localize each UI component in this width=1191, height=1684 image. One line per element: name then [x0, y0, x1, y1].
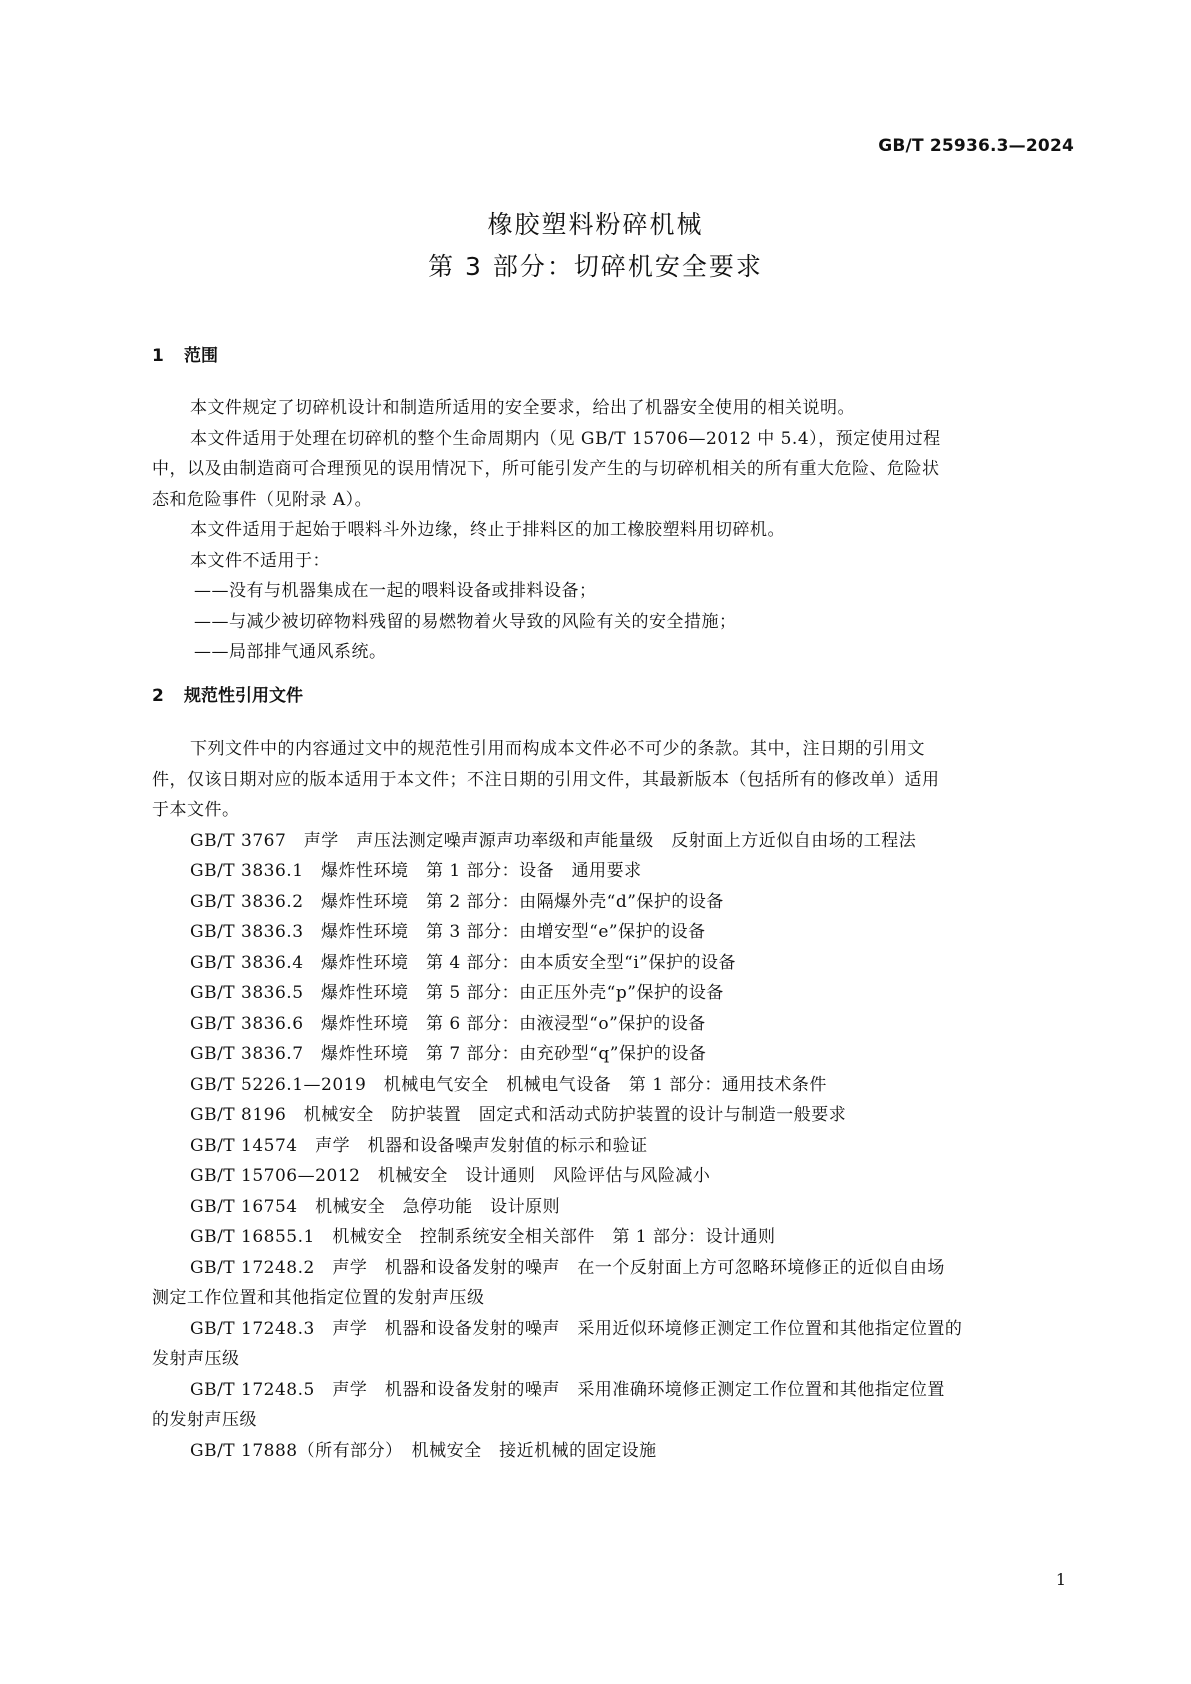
section-2-number: 2: [152, 686, 164, 706]
reference-item: GB/T 14574 声学 机器和设备噪声发射值的标示和验证: [190, 1135, 648, 1156]
page-number: 1: [1055, 1570, 1066, 1589]
reference-item: GB/T 17888（所有部分） 机械安全 接近机械的固定设施: [190, 1440, 657, 1461]
reference-item: GB/T 3836.7 爆炸性环境 第 7 部分：由充砂型“q”保护的设备: [190, 1044, 707, 1064]
text-line: 于本文件。: [152, 800, 240, 820]
text-line: 本文件规定了切碎机设计和制造所适用的安全要求，给出了机器安全使用的相关说明。: [190, 398, 855, 418]
section-1-body: [152, 393, 1070, 668]
reference-item: GB/T 3836.5 爆炸性环境 第 5 部分：由正压外壳“p”保护的设备: [190, 983, 724, 1003]
list-item: ——没有与机器集成在一起的喂料设备或排料设备；: [194, 581, 597, 601]
text-line: 态和危险事件（见附录 A）。: [152, 489, 373, 510]
reference-item: GB/T 16855.1 机械安全 控制系统安全相关部件 第 1 部分：设计通则: [190, 1227, 776, 1247]
text-line: 下列文件中的内容通过文中的规范性引用而构成本文件必不可少的条款。其中，注日期的引用文: [190, 739, 925, 759]
list-item: ——与减少被切碎物料残留的易燃物着火导致的风险有关的安全措施；: [194, 611, 737, 632]
reference-item-continued: 发射声压级: [152, 1349, 240, 1369]
text-line: 件，仅该日期对应的版本适用于本文件；不注日期的引用文件，其最新版本（包括所有的修改单）适用: [152, 769, 940, 790]
reference-item-continued: 测定工作位置和其他指定位置的发射声压级: [152, 1288, 485, 1308]
section-2-body: [152, 734, 1070, 1466]
title-sub: 第 3 部分：切碎机安全要求: [428, 252, 763, 281]
reference-item: GB/T 3767 声学 声压法测定噪声源声功率级和声能量级 反射面上方近似自由场的工程法: [190, 830, 917, 851]
list-item: ——局部排气通风系统。: [194, 642, 387, 662]
reference-item: GB/T 15706—2012 机械安全 设计通则 风险评估与风险减小: [190, 1166, 711, 1186]
reference-item-continued: 的发射声压级: [152, 1410, 257, 1430]
section-1-number: 1: [152, 346, 164, 366]
text-line: 本文件不适用于：: [190, 550, 330, 571]
reference-item: GB/T 17248.5 声学 机器和设备发射的噪声 采用准确环境修正测定工作位置和其他指定位置: [190, 1379, 945, 1400]
document-number: GB/T 25936.3—2024: [878, 136, 1074, 156]
section-1-heading: [152, 341, 218, 366]
text-line: 本文件适用于处理在切碎机的整个生命周期内（见 GB/T 15706—2012 中 5.4），预定使用过程: [190, 428, 941, 449]
document-title: [0, 205, 1191, 287]
reference-item: GB/T 17248.2 声学 机器和设备发射的噪声 在一个反射面上方可忽略环境修正的近似自由场: [190, 1257, 945, 1278]
text-line: 本文件适用于起始于喂料斗外边缘，终止于排料区的加工橡胶塑料用切碎机。: [190, 520, 785, 540]
section-2-title: 规范性引用文件: [184, 686, 303, 706]
section-2-heading: [152, 681, 303, 706]
text-line: 中，以及由制造商可合理预见的误用情况下，所可能引发产生的与切碎机相关的所有重大危险、危险状: [152, 459, 940, 479]
reference-item: GB/T 17248.3 声学 机器和设备发射的噪声 采用近似环境修正测定工作位置和其他指定位置的: [190, 1318, 963, 1339]
reference-item: GB/T 3836.4 爆炸性环境 第 4 部分：由本质安全型“i”保护的设备: [190, 952, 736, 973]
reference-item: GB/T 5226.1—2019 机械电气安全 机械电气设备 第 1 部分：通用技术条件: [190, 1074, 827, 1095]
section-1-title: 范围: [184, 346, 218, 366]
reference-item: GB/T 8196 机械安全 防护装置 固定式和活动式防护装置的设计与制造一般要求: [190, 1105, 847, 1125]
reference-item: GB/T 16754 机械安全 急停功能 设计原则: [190, 1196, 561, 1217]
reference-item: GB/T 3836.1 爆炸性环境 第 1 部分：设备 通用要求: [190, 861, 642, 881]
title-main: 橡胶塑料粉碎机械: [487, 210, 704, 239]
reference-item: GB/T 3836.2 爆炸性环境 第 2 部分：由隔爆外壳“d”保护的设备: [190, 891, 724, 912]
reference-item: GB/T 3836.3 爆炸性环境 第 3 部分：由增安型“e”保护的设备: [190, 922, 706, 942]
reference-item: GB/T 3836.6 爆炸性环境 第 6 部分：由液浸型“o”保护的设备: [190, 1013, 706, 1034]
